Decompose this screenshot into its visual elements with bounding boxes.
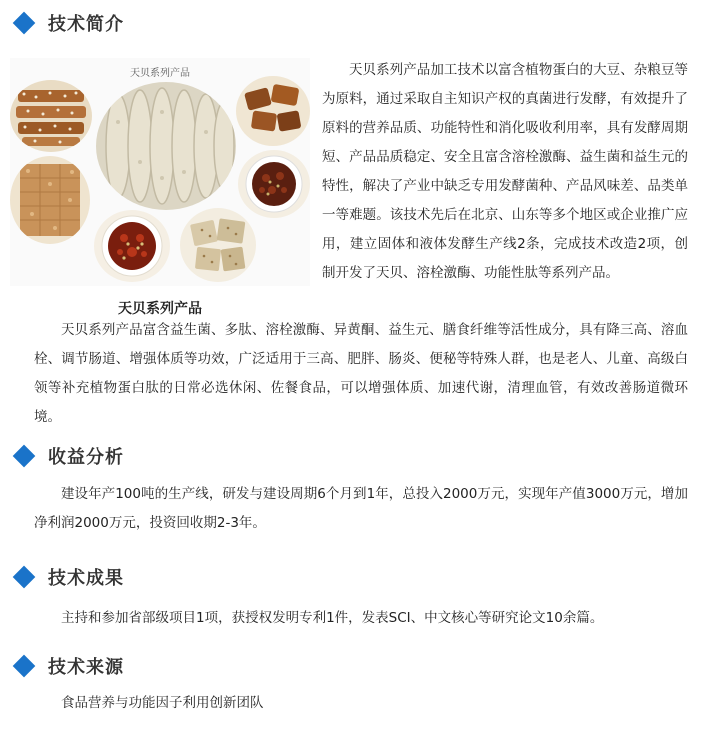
- section-title-results: 技术成果: [48, 568, 124, 589]
- results-paragraph: 主持和参加省部级项目1项，获授权发明专利1件，发表SCI、中文核心等研究论文10余篇。: [61, 610, 604, 626]
- source-paragraph: 食品营养与功能因子利用创新团队: [61, 695, 264, 711]
- section-title-benefit: 收益分析: [48, 447, 124, 468]
- food-photo-tempeh-slices: [96, 82, 236, 210]
- product-image-caption: 天贝系列产品: [118, 301, 202, 317]
- section-title-intro: 技术简介: [48, 14, 124, 35]
- food-photo-sauce-bowl: [238, 150, 310, 218]
- intro-paragraph-1: 天贝系列产品加工技术以富含植物蛋白的大豆、杂粮豆等为原料，通过采取自主知识产权的真菌进行发酵，有效提升了原料的营养品质、功能特性和消化吸收利用率，具有发酵周期短、产品品质稳定、安全且富含溶栓激酶、益生菌和益生元的特性，解决了产业中缺乏专用发酵菌种、产品风味差、品类单一等难题。该技术先后在北京、山东等多个地区或企业推广应用，建立固体和液体发酵生产线2条，完成技术改造2项，创制开发了天贝、溶栓激酶、功能性肽等系列产品。: [322, 62, 688, 281]
- section-header-source: [12, 651, 124, 681]
- intro-paragraph-2: 天贝系列产品富含益生菌、多肽、溶栓激酶、异黄酮、益生元、膳食纤维等活性成分，具有降三高、溶血栓、调节肠道、增强体质等功效，广泛适用于三高、肥胖、肠炎、便秘等特殊人群，也是老人、儿童、高级白领等补充植物蛋白肽的日常必选休闲、佐餐食品，可以增强体质、加速代谢，清理血管，有效改善肠道微环境。: [34, 322, 688, 425]
- section-header-benefit: [12, 441, 124, 471]
- food-photo-seed-crackers: [180, 208, 256, 282]
- product-image: [10, 58, 310, 286]
- diamond-bullet-icon: [13, 655, 36, 678]
- food-photo-grain-slab: [10, 156, 90, 244]
- benefit-paragraph: 建设年产100吨的生产线，研发与建设周期6个月到1年，总投入2000万元，实现年产值3000万元，增加净利润2000万元，投资回收期2-3年。: [34, 486, 688, 531]
- product-image-title: 天贝系列产品: [130, 68, 190, 79]
- diamond-bullet-icon: [13, 566, 36, 589]
- section-title-source: 技术来源: [48, 657, 124, 678]
- diamond-bullet-icon: [13, 445, 36, 468]
- diamond-bullet-icon: [13, 12, 36, 35]
- food-photo-sesame-bars: [10, 80, 92, 152]
- section-header-results: [12, 562, 124, 592]
- section-header-intro: [12, 8, 124, 38]
- food-photo-chili-bowl: [94, 210, 170, 282]
- food-photo-fried-pieces: [236, 76, 310, 146]
